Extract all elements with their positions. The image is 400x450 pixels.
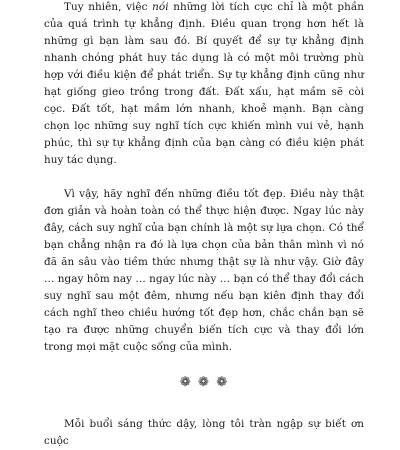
paragraph-1-emphasis: nói — [152, 1, 169, 13]
paragraph-1 — [44, 0, 364, 169]
flower-ornament-icon: ❁ — [179, 375, 192, 390]
paragraph-3: Mỗi buổi sáng thức dậy, lòng tôi tràn ngập sự biết ơn cuộc — [44, 418, 364, 447]
section-divider — [44, 376, 364, 390]
paragraph-1-start: Tuy nhiên, việc — [64, 1, 153, 13]
paragraph-1-rest: những lời tích cực chỉ là một phần của quá trình tự khẳng định. Điều quan trọng hơn hết là những gì bạn làm sau đó. Bí quyết để sự tự khẳng định nhanh chóng phát huy tác dụng là có một môi trường phù hợp với điều kiện để phát triển. Sự tự khẳng định cũng như hạt giống gieo trồng trong đất. Đất xấu, hạt mầm sẽ còi cọc. Đất tốt, hạt mầm lớn nhanh, khoẻ mạnh. Bạn càng chọn lọc những suy nghĩ tích cực khiến mình vui vẻ, hạnh phúc, thì sự tự khẳng định của bạn càng có điều kiện phát huy tác dụng. — [44, 1, 365, 166]
book-page — [44, 0, 364, 450]
flower-ornament-icon: ❁ — [198, 375, 210, 390]
flower-ornament-icon: ❁ — [216, 375, 229, 390]
paragraph-2: Vì vậy, hãy nghĩ đến những điều tốt đẹp. Điều này thật đơn giản và hoàn toàn có thể thực hiện được. Ngay lúc này đây, cách suy nghĩ của bạn chính là một sự lựa chọn. Có thể bạn chẳng nhận ra đó là lựa chọn của bản thân mình vì nó đã ăn sâu vào tiềm thức nhưng thật sự là như vậy. Giờ đây … ngay hôm nay … ngay lúc này … bạn có thể thay đổi cách suy nghĩ sau một đêm, nhưng nếu bạn kiên định thay đổi cách nghĩ theo chiều hướng tốt đẹp hơn, chắc chắn bạn sẽ tạo ra được những chuyển biến tích cực và thay đổi lớn trong mọi mặt cuộc sống của mình. — [44, 188, 364, 353]
